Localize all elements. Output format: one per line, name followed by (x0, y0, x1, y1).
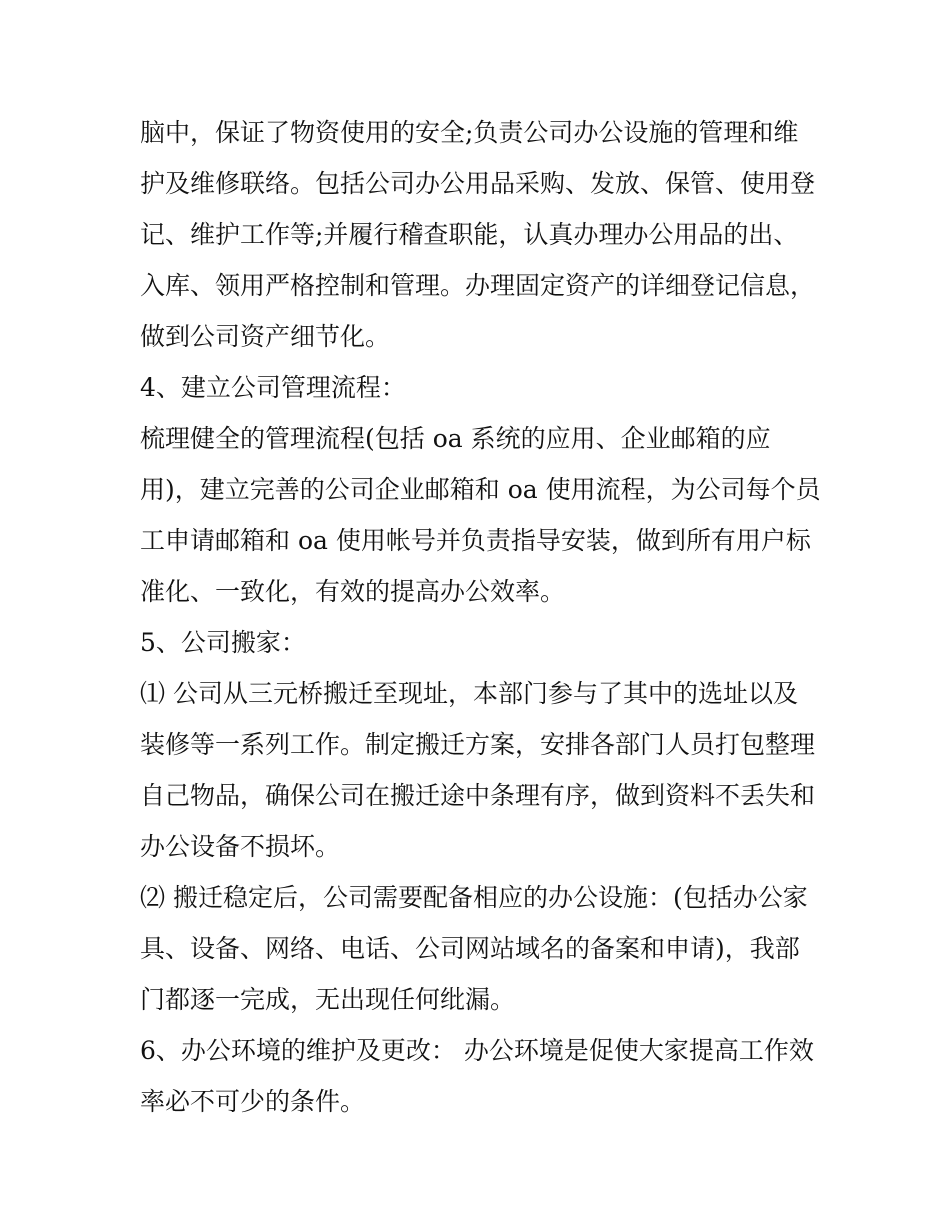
section-heading-5: 5、公司搬家： (140, 628, 306, 657)
text-line: 自己物品，确保公司在搬迁途中条理有序，做到资料不丢失和 (140, 781, 816, 810)
text-line: 准化、一致化，有效的提高办公效率。 (140, 577, 566, 606)
text-line: 工申请邮箱和 oa 使用帐号并负责指导安装，做到所有用户标 (140, 526, 811, 555)
text-line: ⑴ 公司从三元桥搬迁至现址，本部门参与了其中的选址以及 (140, 679, 798, 708)
text-line: 做到公司资产细节化。 (140, 322, 391, 351)
text-line: 脑中，保证了物资使用的安全;负责公司办公设施的管理和维 (140, 118, 799, 147)
text-line: 用)，建立完善的公司企业邮箱和 oa 使用流程，为公司每个员 (140, 475, 821, 504)
text-line: 记、维护工作等;并履行稽查职能，认真办理办公用品的出、 (140, 220, 799, 249)
document-body (140, 107, 830, 1127)
text-line: ⑵ 搬迁稳定后，公司需要配备相应的办公设施：(包括办公家 (140, 883, 808, 912)
text-line: 具、设备、网络、电话、公司网站域名的备案和申请)，我部 (140, 934, 800, 963)
text-line: 办公设备不损坏。 (140, 832, 341, 861)
text-line: 率必不可少的条件。 (140, 1087, 366, 1116)
section-heading-4: 4、建立公司管理流程： (140, 373, 406, 402)
text-line: 梳理健全的管理流程(包括 oa 系统的应用、企业邮箱的应 (140, 424, 771, 453)
text-line: 装修等一系列工作。制定搬迁方案，安排各部门人员打包整理 (140, 730, 816, 759)
text-line: 护及维修联络。包括公司办公用品采购、发放、保管、使用登 (140, 169, 816, 198)
section-heading-6: 6、办公环境的维护及更改： 办公环境是促使大家提高工作效 (140, 1036, 814, 1065)
text-line: 门都逐一完成，无出现任何纰漏。 (140, 985, 516, 1014)
text-line: 入库、领用严格控制和管理。办理固定资产的详细登记信息， (140, 271, 816, 300)
